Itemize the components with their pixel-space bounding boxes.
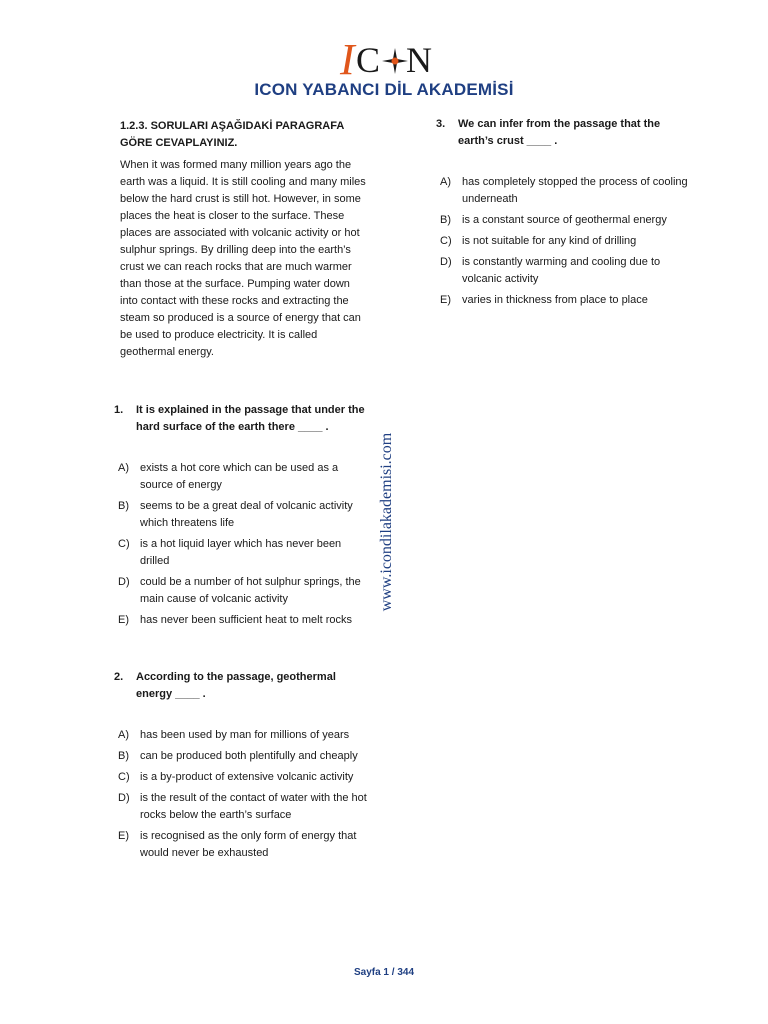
answer-option bbox=[118, 790, 370, 824]
option-text: has been used by man for millions of years bbox=[140, 729, 350, 741]
option-text: is the result of the contact of water with the hot rocks below the earth’s surface bbox=[140, 792, 367, 821]
answer-option bbox=[118, 460, 370, 494]
answer-option bbox=[440, 174, 696, 208]
option-text: is recognised as the only form of energy that would never be exhausted bbox=[140, 830, 357, 859]
option-text: has never been sufficient heat to melt rocks bbox=[140, 614, 352, 626]
option-text: is a hot liquid layer which has never been drilled bbox=[140, 538, 342, 567]
option-text: varies in thickness from place to place bbox=[462, 294, 648, 306]
option-letter: C) bbox=[118, 538, 130, 550]
page-number: Sayfa 1 / 344 bbox=[353, 967, 415, 978]
question-text: According to the passage, geothermal energy ____ . bbox=[136, 671, 336, 700]
logo-letter-c: C bbox=[356, 40, 381, 80]
option-text: is not suitable for any kind of drilling bbox=[462, 235, 637, 247]
option-letter: E) bbox=[118, 830, 129, 842]
option-letter: D) bbox=[118, 576, 130, 588]
answer-option bbox=[118, 536, 370, 570]
question-stem bbox=[114, 402, 370, 436]
answer-option bbox=[440, 233, 696, 250]
answer-option bbox=[118, 769, 370, 786]
logo-letter-i: I bbox=[340, 35, 355, 84]
answer-option bbox=[118, 498, 370, 532]
question-stem bbox=[436, 116, 696, 150]
option-letter: A) bbox=[118, 462, 129, 474]
option-text: can be produced both plentifully and cheaply bbox=[140, 750, 358, 762]
answer-options bbox=[440, 174, 696, 309]
answer-option bbox=[118, 574, 370, 608]
option-text: exists a hot core which can be used as a source of energy bbox=[140, 462, 339, 491]
answer-option bbox=[118, 612, 370, 629]
option-letter: B) bbox=[118, 500, 129, 512]
answer-option bbox=[440, 292, 696, 309]
option-letter: C) bbox=[440, 235, 452, 247]
option-letter: A) bbox=[118, 729, 129, 741]
watermark-text: www.icondilakademisi.com bbox=[378, 432, 395, 612]
option-letter: D) bbox=[118, 792, 130, 804]
answer-option bbox=[118, 727, 370, 744]
option-letter: D) bbox=[440, 256, 452, 268]
reading-passage: When it was formed many million years ago the earth was a liquid. It is still cooling and many miles below the hard crust is still hot. However, in some places the heat is closer to the surface. These places are associated with volcanic activity or hot sulphur springs. By drilling deep into the earth’s crust we can reach rocks that are much warmer than those at the surface. Pumping water down into contact with these rocks and extracting the steam so produced is a source of energy that can be used to produce electricity. It is called geothermal energy. bbox=[120, 159, 366, 358]
academy-title: ICON YABANCI DİL AKADEMİSİ bbox=[254, 80, 514, 99]
icon-logo bbox=[334, 35, 436, 84]
answer-option bbox=[118, 748, 370, 765]
question-text: It is explained in the passage that under the hard surface of the earth there ____ . bbox=[136, 404, 365, 433]
option-letter: E) bbox=[118, 614, 129, 626]
answer-options bbox=[118, 460, 370, 629]
answer-option bbox=[118, 828, 370, 862]
answer-options bbox=[118, 727, 370, 862]
option-text: has completely stopped the process of cooling underneath bbox=[462, 176, 688, 205]
logo-letter-n: N bbox=[406, 40, 432, 80]
question-text: We can infer from the passage that the earth’s crust ____ . bbox=[458, 118, 661, 147]
question-number: 3. bbox=[436, 118, 446, 130]
option-letter: B) bbox=[118, 750, 129, 762]
option-letter: B) bbox=[440, 214, 451, 226]
section-heading: 1.2.3. SORULARI AŞAĞIDAKİ PARAGRAFA GÖRE CEVAPLAYINIZ. bbox=[120, 120, 344, 149]
compass-star-icon bbox=[382, 48, 408, 74]
question-1 bbox=[114, 402, 370, 633]
question-number: 1. bbox=[114, 404, 124, 416]
option-text: is a by-product of extensive volcanic activity bbox=[140, 771, 354, 783]
answer-option bbox=[440, 254, 696, 288]
option-text: seems to be a great deal of volcanic activity which threatens life bbox=[140, 500, 353, 529]
answer-option bbox=[440, 212, 696, 229]
question-number: 2. bbox=[114, 671, 124, 683]
question-2 bbox=[114, 669, 370, 866]
option-text: could be a number of hot sulphur springs, the main cause of volcanic activity bbox=[140, 576, 361, 605]
option-text: is constantly warming and cooling due to volcanic activity bbox=[462, 256, 661, 285]
option-letter: E) bbox=[440, 294, 451, 306]
question-stem bbox=[114, 669, 370, 703]
option-letter: A) bbox=[440, 176, 451, 188]
option-letter: C) bbox=[118, 771, 130, 783]
passage-column bbox=[120, 118, 370, 361]
question-3 bbox=[436, 116, 696, 313]
option-text: is a constant source of geothermal energy bbox=[462, 214, 667, 226]
